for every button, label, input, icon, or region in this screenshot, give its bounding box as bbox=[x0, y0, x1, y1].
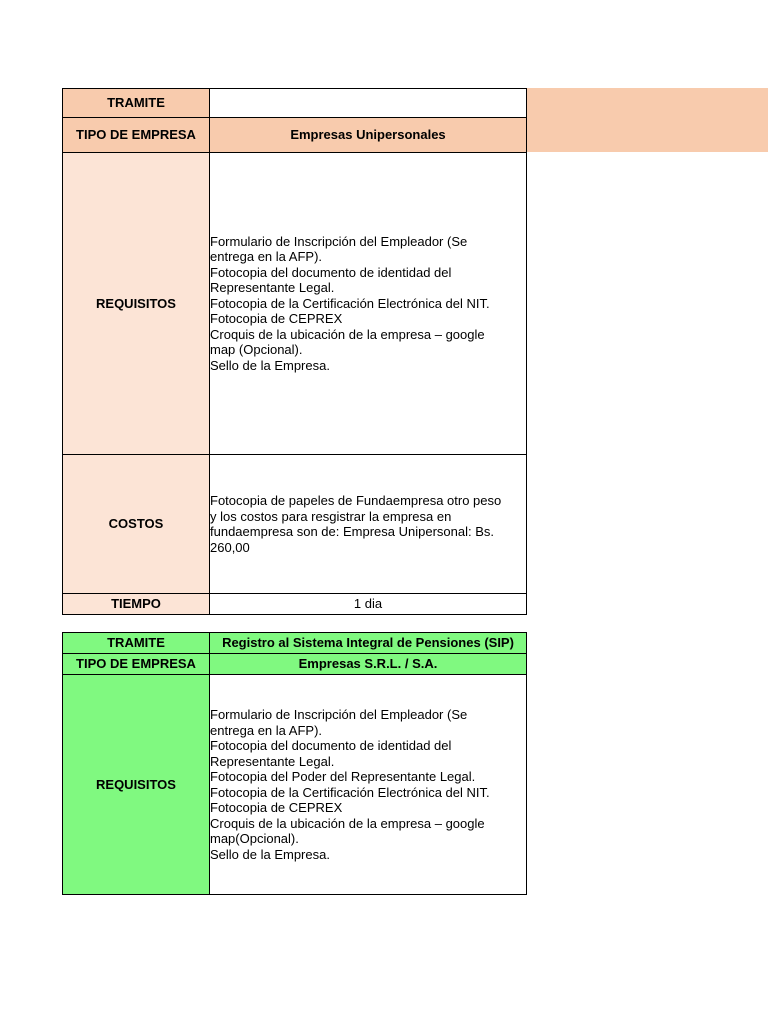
tramite-label: TRAMITE bbox=[63, 89, 210, 118]
requisito-line: Fotocopia de la Certificación Electrónica del NIT. bbox=[210, 295, 490, 311]
requisito-line: Representante Legal. bbox=[210, 280, 335, 296]
requisitos-value bbox=[210, 675, 527, 895]
costos-line: Fotocopia de papeles de Fundaempresa otro peso bbox=[210, 493, 502, 508]
requisito-line: Sello de la Empresa. bbox=[210, 846, 330, 862]
costos-label: COSTOS bbox=[63, 455, 210, 594]
requisito-line: map (Opcional). bbox=[210, 342, 303, 358]
orange-header-band bbox=[526, 88, 768, 152]
costos-line: fundaempresa son de: Empresa Unipersonal: Bs. bbox=[210, 524, 494, 539]
row-requisitos bbox=[63, 675, 527, 895]
row-costos bbox=[63, 455, 527, 594]
requisitos-label: REQUISITOS bbox=[63, 675, 210, 895]
costos-line: 260,00 bbox=[210, 539, 250, 555]
costos-line: y los costos para resgistrar la empresa en bbox=[210, 508, 452, 524]
requisito-line: Fotocopia de CEPREX bbox=[210, 311, 343, 327]
requisito-line: entrega en la AFP). bbox=[210, 249, 323, 265]
requisito-line: Formulario de Inscripción del Empleador (Se bbox=[210, 233, 468, 249]
row-tramite bbox=[63, 89, 527, 118]
row-requisitos bbox=[63, 153, 527, 455]
tramite-value: Registro al Sistema Integral de Pensiones (SIP) bbox=[210, 633, 527, 654]
tramite-label: TRAMITE bbox=[63, 633, 210, 654]
table-srl-sa bbox=[62, 632, 527, 895]
requisito-line: Fotocopia de CEPREX bbox=[210, 800, 343, 815]
requisito-line: entrega en la AFP). bbox=[210, 722, 323, 738]
requisitos-value bbox=[210, 153, 527, 455]
requisito-line: Croquis de la ubicación de la empresa – google bbox=[210, 326, 485, 342]
requisito-line: Fotocopia del documento de identidad del bbox=[210, 738, 452, 753]
requisito-line: Sello de la Empresa. bbox=[210, 357, 330, 373]
table-unipersonales bbox=[62, 88, 527, 615]
requisito-line: Formulario de Inscripción del Empleador (Se bbox=[210, 707, 468, 722]
tiempo-label: TIEMPO bbox=[63, 594, 210, 615]
requisito-line: Croquis de la ubicación de la empresa – google bbox=[210, 815, 485, 831]
requisito-line: Representante Legal. bbox=[210, 753, 335, 769]
requisito-line: Fotocopia del documento de identidad del bbox=[210, 264, 452, 280]
costos-value bbox=[210, 455, 527, 594]
requisito-line: Fotocopia de la Certificación Electrónica del NIT. bbox=[210, 784, 490, 800]
requisitos-label: REQUISITOS bbox=[63, 153, 210, 455]
row-tramite bbox=[63, 633, 527, 654]
row-tipo-empresa bbox=[63, 654, 527, 675]
row-tipo-empresa bbox=[63, 118, 527, 153]
tipo-empresa-label: TIPO DE EMPRESA bbox=[63, 118, 210, 153]
tramite-value bbox=[210, 89, 527, 118]
row-tiempo bbox=[63, 594, 527, 615]
requisito-line: Fotocopia del Poder del Representante Legal. bbox=[210, 769, 476, 784]
tiempo-value: 1 dia bbox=[210, 594, 527, 615]
tipo-empresa-value: Empresas Unipersonales bbox=[210, 118, 527, 153]
requisito-line: map(Opcional). bbox=[210, 831, 299, 846]
tipo-empresa-label: TIPO DE EMPRESA bbox=[63, 654, 210, 675]
tipo-empresa-value: Empresas S.R.L. / S.A. bbox=[210, 654, 527, 675]
